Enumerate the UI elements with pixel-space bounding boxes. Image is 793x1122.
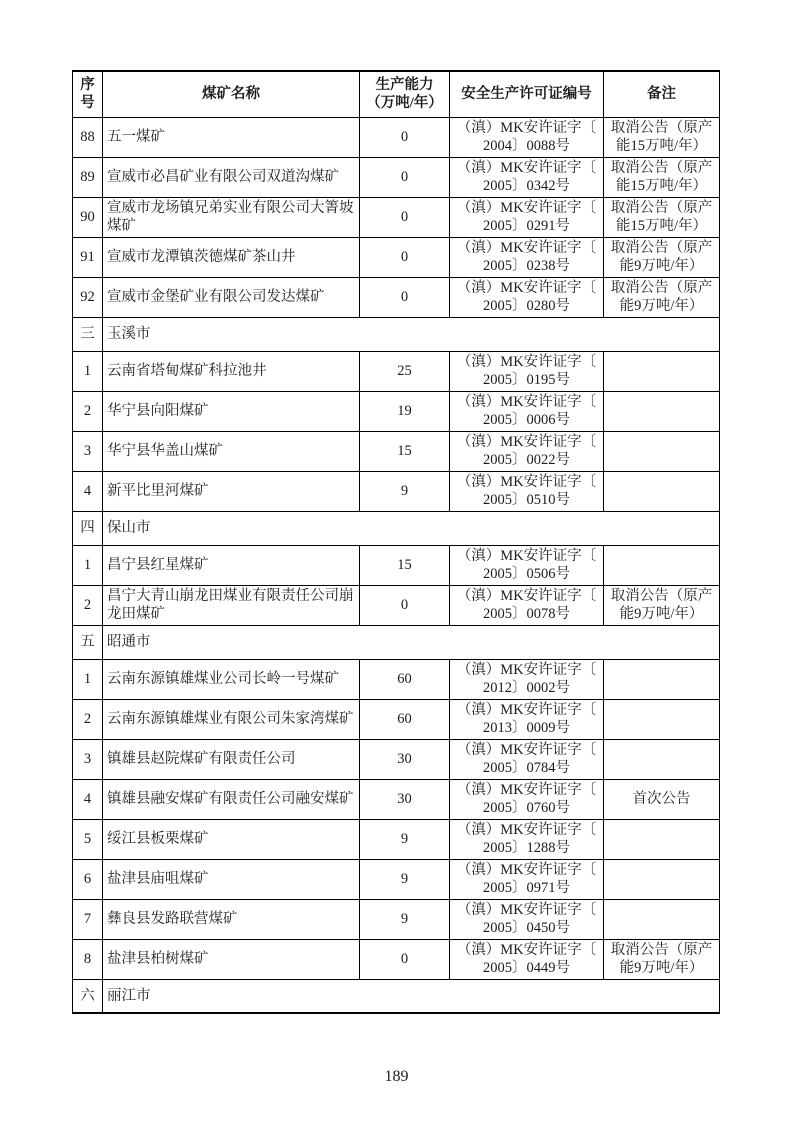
license-number: （滇）MK安许证字〔 2005〕0510号 bbox=[450, 471, 604, 511]
remark bbox=[604, 899, 720, 939]
mine-name: 昌宁县红星煤矿 bbox=[103, 545, 360, 585]
license-number: （滇）MK安许证字〔 2005〕0450号 bbox=[450, 899, 604, 939]
remark: 首次公告 bbox=[604, 779, 720, 819]
table-row bbox=[73, 545, 720, 585]
section-city: 丽江市 bbox=[103, 979, 720, 1013]
license-number: （滇）MK安许证字〔 2005〕0971号 bbox=[450, 859, 604, 899]
mine-name: 新平比里河煤矿 bbox=[103, 471, 360, 511]
remark bbox=[604, 545, 720, 585]
table-row bbox=[73, 391, 720, 431]
table-row bbox=[73, 819, 720, 859]
row-number: 3 bbox=[73, 739, 103, 779]
capacity-value: 9 bbox=[360, 471, 450, 511]
table-row bbox=[73, 197, 720, 237]
section-row bbox=[73, 625, 720, 659]
license-number: （滇）MK安许证字〔 2005〕0195号 bbox=[450, 351, 604, 391]
capacity-value: 9 bbox=[360, 859, 450, 899]
license-number: （滇）MK安许证字〔 2005〕0449号 bbox=[450, 939, 604, 979]
row-number: 90 bbox=[73, 197, 103, 237]
table-row bbox=[73, 117, 720, 157]
license-number: （滇）MK安许证字〔 2005〕0784号 bbox=[450, 739, 604, 779]
row-number: 89 bbox=[73, 157, 103, 197]
license-number: （滇）MK安许证字〔 2005〕0342号 bbox=[450, 157, 604, 197]
row-number: 2 bbox=[73, 585, 103, 625]
section-number: 六 bbox=[73, 979, 103, 1013]
page-number: 189 bbox=[384, 1068, 409, 1085]
capacity-value: 0 bbox=[360, 117, 450, 157]
license-number: （滇）MK安许证字〔 2012〕0002号 bbox=[450, 659, 604, 699]
mine-name: 云南东源镇雄煤业公司长岭一号煤矿 bbox=[103, 659, 360, 699]
license-number: （滇）MK安许证字〔 2013〕0009号 bbox=[450, 699, 604, 739]
table-row bbox=[73, 237, 720, 277]
mine-name: 云南省塔甸煤矿科拉池井 bbox=[103, 351, 360, 391]
table-row bbox=[73, 739, 720, 779]
capacity-value: 15 bbox=[360, 545, 450, 585]
license-number: （滇）MK安许证字〔 2005〕0760号 bbox=[450, 779, 604, 819]
row-number: 4 bbox=[73, 779, 103, 819]
remark bbox=[604, 391, 720, 431]
remark: 取消公告（原产能9万吨/年） bbox=[604, 939, 720, 979]
table-row bbox=[73, 157, 720, 197]
section-city: 昭通市 bbox=[103, 625, 720, 659]
row-number: 6 bbox=[73, 859, 103, 899]
row-number: 8 bbox=[73, 939, 103, 979]
row-number: 91 bbox=[73, 237, 103, 277]
remark bbox=[604, 739, 720, 779]
remark bbox=[604, 351, 720, 391]
remark bbox=[604, 859, 720, 899]
row-number: 2 bbox=[73, 391, 103, 431]
remark: 取消公告（原产能15万吨/年） bbox=[604, 117, 720, 157]
row-number: 5 bbox=[73, 819, 103, 859]
capacity-value: 60 bbox=[360, 659, 450, 699]
remark: 取消公告（原产能15万吨/年） bbox=[604, 157, 720, 197]
capacity-value: 9 bbox=[360, 899, 450, 939]
row-number: 88 bbox=[73, 117, 103, 157]
row-number: 4 bbox=[73, 471, 103, 511]
mine-name: 华宁县向阳煤矿 bbox=[103, 391, 360, 431]
table-header bbox=[73, 71, 720, 117]
license-number: （滇）MK安许证字〔 2005〕1288号 bbox=[450, 819, 604, 859]
remark bbox=[604, 699, 720, 739]
remark bbox=[604, 471, 720, 511]
remark bbox=[604, 659, 720, 699]
remark bbox=[604, 819, 720, 859]
row-number: 1 bbox=[73, 351, 103, 391]
license-number: （滇）MK安许证字〔 2005〕0078号 bbox=[450, 585, 604, 625]
license-number: （滇）MK安许证字〔 2005〕0238号 bbox=[450, 237, 604, 277]
capacity-value: 0 bbox=[360, 157, 450, 197]
mine-name: 宣威市龙潭镇茨德煤矿茶山井 bbox=[103, 237, 360, 277]
table-row bbox=[73, 659, 720, 699]
section-row bbox=[73, 317, 720, 351]
capacity-value: 0 bbox=[360, 197, 450, 237]
mine-name: 彝良县发路联营煤矿 bbox=[103, 899, 360, 939]
mine-name: 绥江县板栗煤矿 bbox=[103, 819, 360, 859]
license-number: （滇）MK安许证字〔 2004〕0088号 bbox=[450, 117, 604, 157]
capacity-value: 30 bbox=[360, 739, 450, 779]
row-number: 1 bbox=[73, 545, 103, 585]
header-serial-number: 序号 bbox=[73, 71, 103, 117]
license-number: （滇）MK安许证字〔 2005〕0506号 bbox=[450, 545, 604, 585]
license-number: （滇）MK安许证字〔 2005〕0006号 bbox=[450, 391, 604, 431]
capacity-value: 0 bbox=[360, 237, 450, 277]
capacity-value: 30 bbox=[360, 779, 450, 819]
capacity-value: 0 bbox=[360, 277, 450, 317]
capacity-value: 60 bbox=[360, 699, 450, 739]
table-row bbox=[73, 939, 720, 979]
coal-mine-table bbox=[72, 70, 720, 1014]
section-row bbox=[73, 511, 720, 545]
table-row bbox=[73, 859, 720, 899]
table-row bbox=[73, 351, 720, 391]
license-number: （滇）MK安许证字〔 2005〕0291号 bbox=[450, 197, 604, 237]
row-number: 3 bbox=[73, 431, 103, 471]
mine-name: 盐津县柏树煤矿 bbox=[103, 939, 360, 979]
mine-name: 宣威市金堡矿业有限公司发达煤矿 bbox=[103, 277, 360, 317]
mine-name: 宣威市必昌矿业有限公司双道沟煤矿 bbox=[103, 157, 360, 197]
section-number: 三 bbox=[73, 317, 103, 351]
row-number: 1 bbox=[73, 659, 103, 699]
capacity-value: 0 bbox=[360, 585, 450, 625]
mine-name: 镇雄县赵院煤矿有限责任公司 bbox=[103, 739, 360, 779]
license-number: （滇）MK安许证字〔 2005〕0280号 bbox=[450, 277, 604, 317]
header-capacity: 生产能力 （万吨/年） bbox=[360, 71, 450, 117]
mine-name: 昌宁大青山崩龙田煤业有限责任公司崩龙田煤矿 bbox=[103, 585, 360, 625]
mine-name: 云南东源镇雄煤业有限公司朱家湾煤矿 bbox=[103, 699, 360, 739]
section-city: 保山市 bbox=[103, 511, 720, 545]
mine-name: 华宁县华盖山煤矿 bbox=[103, 431, 360, 471]
row-number: 92 bbox=[73, 277, 103, 317]
table-row bbox=[73, 699, 720, 739]
header-license-number: 安全生产许可证编号 bbox=[450, 71, 604, 117]
remark: 取消公告（原产能15万吨/年） bbox=[604, 197, 720, 237]
capacity-value: 15 bbox=[360, 431, 450, 471]
capacity-value: 19 bbox=[360, 391, 450, 431]
table-row bbox=[73, 585, 720, 625]
license-number: （滇）MK安许证字〔 2005〕0022号 bbox=[450, 431, 604, 471]
section-row bbox=[73, 979, 720, 1013]
header-remark: 备注 bbox=[604, 71, 720, 117]
section-number: 五 bbox=[73, 625, 103, 659]
remark: 取消公告（原产能9万吨/年） bbox=[604, 585, 720, 625]
remark: 取消公告（原产能9万吨/年） bbox=[604, 237, 720, 277]
mine-name: 宣威市龙场镇兄弟实业有限公司大箐坡煤矿 bbox=[103, 197, 360, 237]
table-row bbox=[73, 277, 720, 317]
capacity-value: 9 bbox=[360, 819, 450, 859]
remark: 取消公告（原产能9万吨/年） bbox=[604, 277, 720, 317]
table-row bbox=[73, 779, 720, 819]
mine-name: 盐津县庙咀煤矿 bbox=[103, 859, 360, 899]
capacity-value: 25 bbox=[360, 351, 450, 391]
table-row bbox=[73, 899, 720, 939]
row-number: 7 bbox=[73, 899, 103, 939]
mine-table-body bbox=[73, 117, 720, 1013]
mine-name: 五一煤矿 bbox=[103, 117, 360, 157]
header-mine-name: 煤矿名称 bbox=[103, 71, 360, 117]
table-row bbox=[73, 431, 720, 471]
header-row bbox=[73, 71, 720, 117]
row-number: 2 bbox=[73, 699, 103, 739]
section-number: 四 bbox=[73, 511, 103, 545]
section-city: 玉溪市 bbox=[103, 317, 720, 351]
table-row bbox=[73, 471, 720, 511]
mine-name: 镇雄县融安煤矿有限责任公司融安煤矿 bbox=[103, 779, 360, 819]
remark bbox=[604, 431, 720, 471]
capacity-value: 0 bbox=[360, 939, 450, 979]
